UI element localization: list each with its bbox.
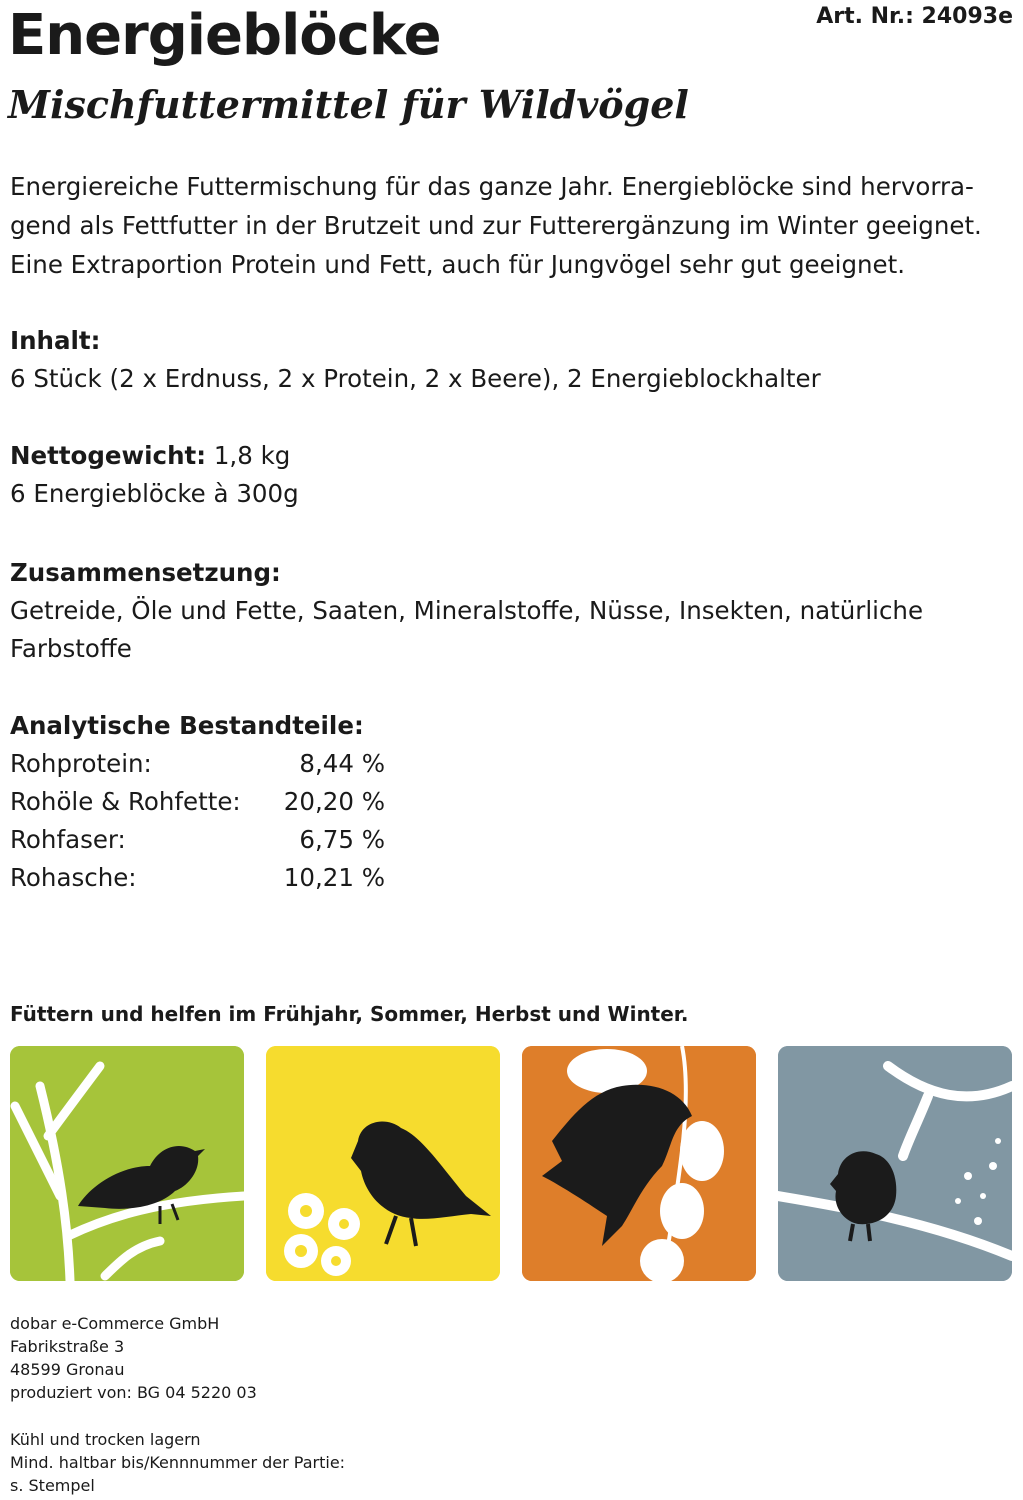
inhalt-section	[10, 322, 1010, 398]
gewicht-section	[10, 437, 1010, 513]
zusammensetzung-line: Farbstoffe	[10, 634, 132, 663]
product-title: Energieblöcke	[8, 3, 441, 68]
article-number: Art. Nr.: 24093e	[816, 4, 1013, 29]
analyt-label: Rohfaser:	[10, 825, 126, 854]
intro-line: Energiereiche Futtermischung für das ganze Jahr. Energieblöcke sind hervorra-	[10, 172, 974, 201]
analytisch-heading: Analytische Bestandteile:	[10, 711, 364, 740]
product-subtitle: Mischfuttermittel für Wildvögel	[8, 82, 689, 127]
seasons-caption: Füttern und helfen im Frühjahr, Sommer, Herbst und Winter.	[10, 1002, 689, 1026]
analyt-row	[10, 859, 1010, 897]
address-line: Fabrikstraße 3	[10, 1337, 125, 1356]
address-line: produziert von: BG 04 5220 03	[10, 1383, 257, 1402]
zusammensetzung-section	[10, 554, 1010, 668]
inhalt-text: 6 Stück (2 x Erdnuss, 2 x Protein, 2 x Beere), 2 Energieblockhalter	[10, 364, 821, 393]
intro-line: Eine Extraportion Protein und Fett, auch für Jungvögel sehr gut geeignet.	[10, 250, 905, 279]
storage-line: Kühl und trocken lagern	[10, 1430, 201, 1449]
storage-line: s. Stempel	[10, 1476, 95, 1495]
analyt-label: Rohprotein:	[10, 749, 152, 778]
intro-line: gend als Fettfutter in der Brutzeit und zur Futterergänzung im Winter geeignet.	[10, 211, 982, 240]
storage-line: Mind. haltbar bis/Kennnummer der Partie:	[10, 1453, 346, 1472]
analyt-value: 20,20 %	[283, 787, 385, 816]
gewicht-label: Nettogewicht:	[10, 441, 207, 470]
winter-tile	[778, 1046, 1012, 1281]
manufacturer-address	[10, 1312, 257, 1404]
address-line: dobar e-Commerce GmbH	[10, 1314, 220, 1333]
analyt-value: 6,75 %	[299, 825, 385, 854]
analyt-value: 8,44 %	[299, 749, 385, 778]
zusammensetzung-line: Getreide, Öle und Fette, Saaten, Mineralstoffe, Nüsse, Insekten, natürliche	[10, 596, 924, 625]
analyt-label: Rohöle & Rohfette:	[10, 787, 241, 816]
address-line: 48599 Gronau	[10, 1360, 125, 1379]
winter-bird-icon	[778, 1046, 1012, 1281]
spring-tile	[10, 1046, 244, 1281]
gewicht-line	[10, 437, 1010, 475]
analyt-value: 10,21 %	[283, 863, 385, 892]
analyt-row	[10, 745, 1010, 783]
inhalt-heading: Inhalt:	[10, 326, 101, 355]
autumn-tile	[522, 1046, 756, 1281]
autumn-bird-icon	[522, 1046, 756, 1281]
zusammensetzung-heading: Zusammensetzung:	[10, 558, 281, 587]
gewicht-value: 1,8 kg	[206, 441, 291, 470]
summer-tile	[266, 1046, 500, 1281]
storage-notes	[10, 1428, 345, 1497]
analyt-row	[10, 783, 1010, 821]
spring-bird-icon	[10, 1046, 244, 1281]
summer-bird-icon	[266, 1046, 500, 1281]
seasons-row	[10, 1046, 1016, 1281]
analytisch-section	[10, 707, 1010, 897]
gewicht-detail: 6 Energieblöcke à 300g	[10, 479, 299, 508]
intro-text	[10, 167, 1015, 284]
analyt-row	[10, 821, 1010, 859]
analyt-label: Rohasche:	[10, 863, 137, 892]
